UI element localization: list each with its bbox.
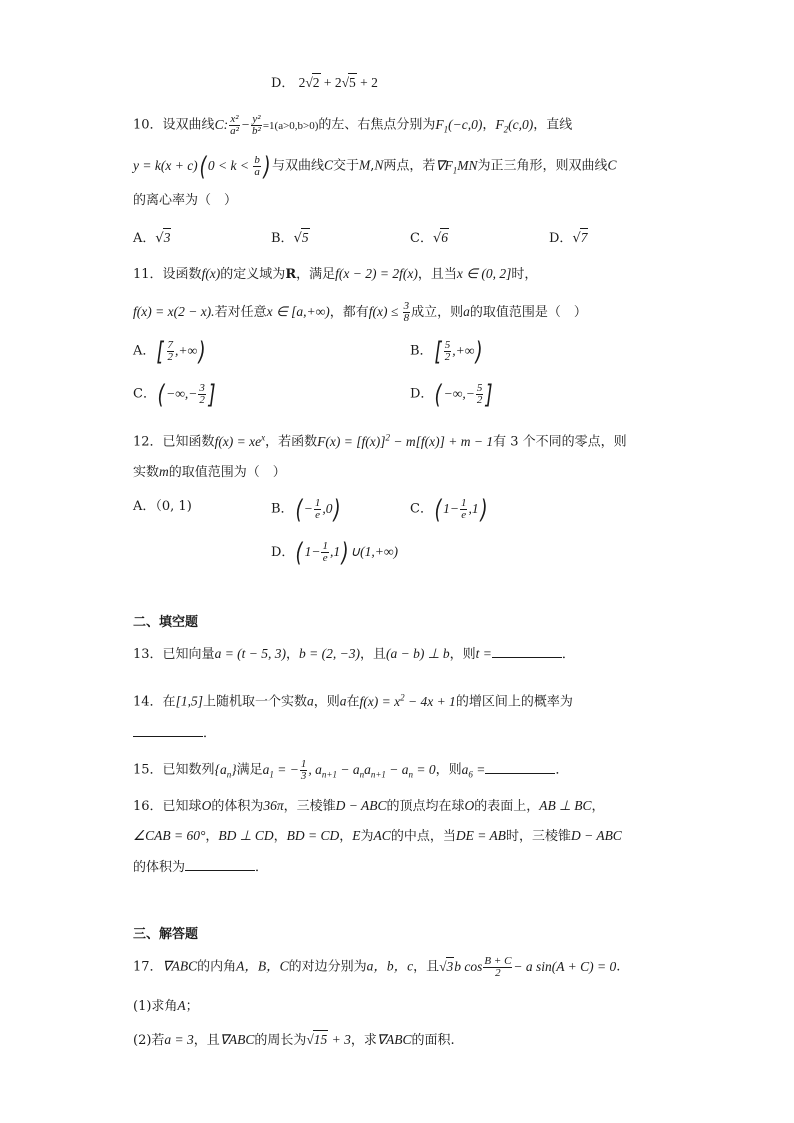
q13: 13．已知向量a = (t − 5, 3)，b = (2, −3)，且(a − b) ⊥ b，则t = ． <box>133 646 575 662</box>
q10-text: 交于 <box>333 158 360 174</box>
q12-option-d: D．( 1− $\frac{1}{e}$ ,1) ∪(1,+∞) <box>271 537 398 568</box>
q17-line1: 17．∇ABC的内角A，B，C的对边分别为a，b，c，且√3b cos $\frac{B + C}{2}$ − a sin(A + C) = 0. <box>133 955 621 979</box>
q15: 15．已知数列$\{a_n\}$满足$a_1$ = − $\frac{1}{3}$ , $a_{n+1} - a_na_{n+1} - a_n = 0$，则$a_6$ = ． <box>133 758 569 782</box>
q14-line2: ． <box>133 724 216 743</box>
q9-option-d <box>271 73 378 93</box>
q14-line1: 14．在[1,5]上随机取一个实数a，则a在$f(x) = x^2 - 4x + 1$的增区间上的概率为 <box>133 692 573 710</box>
q10-text: 为正三角形，则双曲线 <box>477 158 608 174</box>
q11-option-b: B．[ $\frac{5}{2}$ ,+∞) <box>410 336 483 367</box>
q13-answer-blank[interactable] <box>492 645 562 658</box>
q17-part1: (1)求角A； <box>133 998 199 1014</box>
q12-line1: 12．已知函数$f(x) = xe^x$，若函数$F(x) = [f(x)]^2 - m[f(x)] + m - 1$有 3 个不同的零点，则 <box>133 432 627 450</box>
q11-option-d: D．( −∞,− $\frac{5}{2}$ ] <box>410 379 493 410</box>
q11-line1: 11．设函数f(x)的定义域为R，满足f(x − 2) = 2f(x)，且当x ∈ (0, 2]时， <box>133 266 538 282</box>
q10-text: 与双曲线 <box>271 158 324 174</box>
q10-option-b: B．√5 <box>271 230 309 246</box>
q10-option-d: D．√7 <box>549 230 588 246</box>
q10-number: 10． <box>133 117 163 133</box>
q11-option-c: C．( −∞,− $\frac{3}{2}$ ] <box>133 379 216 410</box>
q15-answer-blank[interactable] <box>485 761 555 774</box>
q9-option-d-label: D． <box>271 76 295 91</box>
q10-hyperbola-eq: C: $\frac{\text{x²}}{\text{a²}}$ − $\frac{\text{y²}}{\text{b²}}$ =1(a>0,b>0) <box>214 113 319 137</box>
section-fill-in: 二、填空题 <box>133 615 199 630</box>
q10-text: 的左、右焦点分别为 <box>318 117 436 133</box>
q10-option-c: C．√6 <box>410 230 448 246</box>
q14-answer-blank[interactable] <box>133 724 203 737</box>
q12-option-b: B．( − $\frac{1}{e}$ ,0) <box>271 494 342 525</box>
q10-line3 <box>133 192 237 210</box>
q10-line-eq: y = k(x + c)( 0 < k < $\frac{b}{a}$ ) <box>133 151 271 182</box>
q9-option-d-math: 2√2 + 2√5 + 2 <box>298 75 378 90</box>
q12-options-row2 <box>271 537 398 568</box>
q11-option-a: A．[ $\frac{7}{2}$ ,+∞) <box>133 336 206 367</box>
q10-text: 的离心率为（ ） <box>133 193 238 208</box>
q10-line1: 10．设双曲线C: $\frac{\text{x²}}{\text{a²}}$ − $\frac{\text{y²}}{\text{b²}}$ =1(a>0,b>0)的左、右焦点分别为$F_1(-c,0)$，$F_2(c,0)$，直线 <box>133 113 573 137</box>
q16-answer-blank[interactable] <box>185 858 255 871</box>
q11-line2: f(x) = x(2 − x).若对任意x ∈ [a,+∞)，都有f(x) ≤ $\frac{3}{8}$ 成立，则a的取值范围是（ ） <box>133 300 587 324</box>
q10-text: 两点，若 <box>383 158 436 174</box>
q12-line2: 实数m的取值范围为（ ） <box>133 464 286 480</box>
q10-line2: y = k(x + c)( 0 < k < $\frac{b}{a}$ ) 与双曲线C交于M,N两点，若$\nabla F_1MN$为正三角形，则双曲线C <box>133 151 617 182</box>
q16-line3: 的体积为 ． <box>133 860 269 875</box>
q16-line2: ∠CAB = 60°，BD ⊥ CD，BD = CD，E为AC的中点，当DE = AB时，三棱锥D − ABC <box>133 828 622 844</box>
q10-option-a: A．√3 <box>133 230 171 246</box>
q12-number: 12． <box>133 434 163 450</box>
q17-part2: (2)若a = 3，且∇ABC的周长为√15 + 3，求∇ABC的面积. <box>133 1032 455 1048</box>
section-solutions: 三、解答题 <box>133 927 199 942</box>
q10-foci: $F_1(-c,0)$ <box>435 116 483 135</box>
q12-option-a: A．（0, 1) <box>133 499 192 514</box>
q10-text: 设双曲线 <box>162 117 215 133</box>
q12-option-c: C．( 1− $\frac{1}{e}$ ,1) <box>410 494 488 525</box>
q10-text: ，直线 <box>533 117 573 133</box>
q11-number: 11． <box>133 267 163 282</box>
q16-line1: 16．已知球O的体积为36π，三棱锥D − ABC的顶点均在球O的表面上，AB ⊥ BC， <box>133 798 605 814</box>
